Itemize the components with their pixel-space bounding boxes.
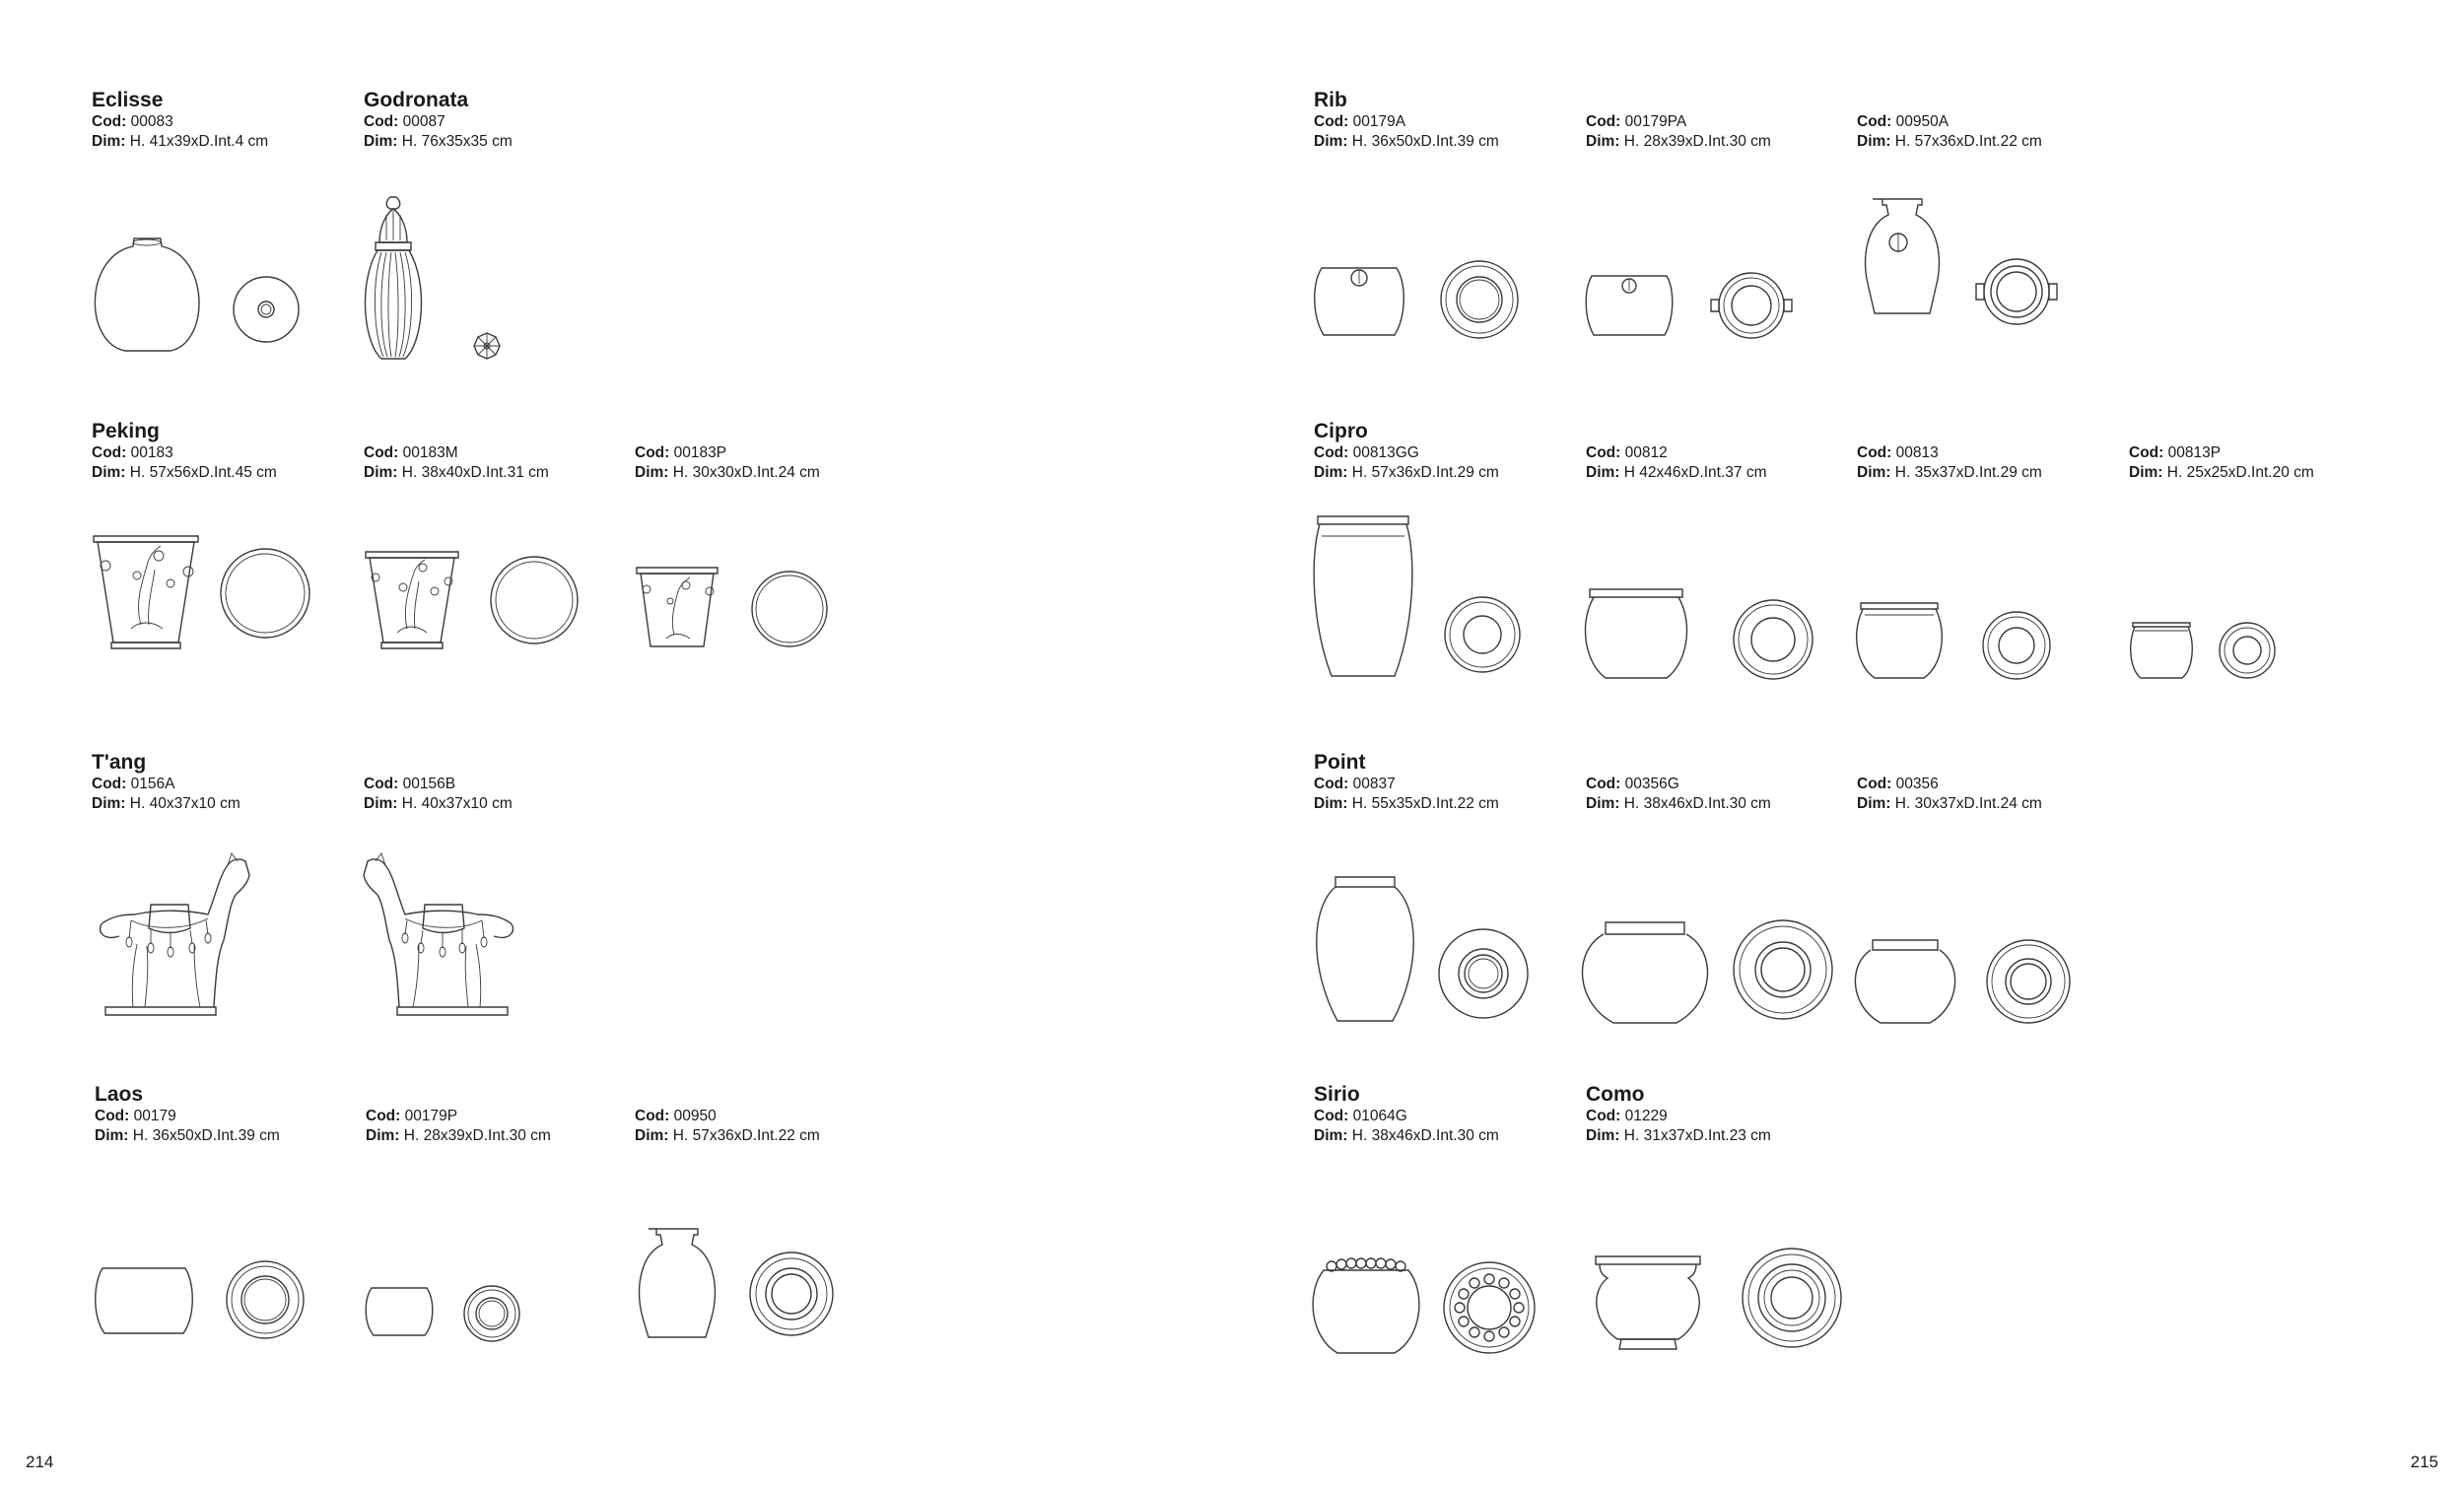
product-code: 01064G bbox=[1352, 1108, 1407, 1124]
product-drawing bbox=[635, 526, 891, 654]
product-dimensions: H. 36x50xD.Int.39 cm bbox=[1351, 133, 1499, 150]
product-dimensions: H. 38x46xD.Int.30 cm bbox=[1623, 795, 1771, 812]
product-dimensions: H. 40x37x10 cm bbox=[401, 795, 513, 812]
product-drawing bbox=[1586, 857, 1862, 1025]
product-drawing bbox=[95, 1189, 351, 1357]
product-point: Point Cod: 00837 Dim: H. 55x35xD.Int.22 cm bbox=[1314, 751, 1580, 814]
product-dimensions: H. 28x39xD.Int.30 cm bbox=[403, 1127, 551, 1144]
product-dimensions: H. 31x37xD.Int.23 cm bbox=[1623, 1127, 1771, 1144]
product-tang-b: Cod: 00156B Dim: H. 40x37x10 cm bbox=[364, 751, 630, 814]
product-dimensions: H. 25x25xD.Int.20 cm bbox=[2166, 464, 2314, 481]
product-code: 00950 bbox=[673, 1108, 717, 1124]
product-code: 00179P bbox=[404, 1108, 458, 1124]
product-title: Peking bbox=[92, 420, 160, 442]
page-number-left: 214 bbox=[26, 1453, 54, 1471]
product-laos: Laos Cod: 00179 Dim: H. 36x50xD.Int.39 cm bbox=[95, 1083, 361, 1146]
product-dimensions: H. 40x37x10 cm bbox=[129, 795, 240, 812]
product-code: 00950A bbox=[1895, 113, 1950, 130]
product-code: 00183P bbox=[673, 444, 727, 461]
product-dimensions: H 42x46xD.Int.37 cm bbox=[1623, 464, 1767, 481]
product-code: 00183 bbox=[130, 444, 173, 461]
product-dimensions: H. 55x35xD.Int.22 cm bbox=[1351, 795, 1499, 812]
product-drawing bbox=[1586, 516, 1842, 684]
product-title: Sirio bbox=[1314, 1083, 1360, 1106]
product-drawing bbox=[92, 195, 348, 353]
product-title bbox=[635, 1083, 901, 1107]
product-dimensions: H. 38x46xD.Int.30 cm bbox=[1351, 1127, 1499, 1144]
product-title bbox=[1857, 89, 2123, 112]
product-drawing bbox=[366, 1189, 622, 1357]
product-code: 00813GG bbox=[1352, 444, 1419, 461]
product-laos-p: Cod: 00179P Dim: H. 28x39xD.Int.30 cm bbox=[366, 1083, 632, 1146]
product-code: 00812 bbox=[1624, 444, 1668, 461]
product-eclisse: Eclisse Cod: 00083 Dim: H. 41x39xD.Int.4 cm bbox=[92, 89, 358, 152]
product-title bbox=[366, 1083, 632, 1107]
product-code: 00356G bbox=[1624, 776, 1679, 792]
product-peking-p: Cod: 00183P Dim: H. 30x30xD.Int.24 cm bbox=[635, 420, 901, 483]
product-cipro: Cipro Cod: 00813GG Dim: H. 57x36xD.Int.29 cm bbox=[1314, 420, 1580, 483]
product-code: 00356 bbox=[1895, 776, 1939, 792]
product-title bbox=[1857, 751, 2123, 775]
product-drawing bbox=[1586, 195, 1842, 363]
product-rib: Rib Cod: 00179A Dim: H. 36x50xD.Int.39 cm bbox=[1314, 89, 1580, 152]
product-dimensions: H. 36x50xD.Int.39 cm bbox=[132, 1127, 280, 1144]
product-como: Como Cod: 01229 Dim: H. 31x37xD.Int.23 cm bbox=[1586, 1083, 1852, 1146]
product-cipro-813p: Cod: 00813P Dim: H. 25x25xD.Int.20 cm bbox=[2129, 420, 2395, 483]
product-drawing bbox=[1314, 1189, 1570, 1357]
product-drawing bbox=[1586, 1189, 1842, 1357]
page-number-right: 215 bbox=[2410, 1453, 2438, 1471]
product-code: 00083 bbox=[130, 113, 173, 130]
product-dimensions: H. 35x37xD.Int.29 cm bbox=[1894, 464, 2042, 481]
product-title bbox=[1586, 420, 1852, 443]
product-drawing bbox=[92, 846, 289, 1023]
product-drawing bbox=[1857, 516, 2113, 684]
product-title bbox=[364, 751, 630, 775]
product-code: 0156A bbox=[130, 776, 175, 792]
product-dimensions: H. 28x39xD.Int.30 cm bbox=[1623, 133, 1771, 150]
product-code: 00156B bbox=[402, 776, 456, 792]
product-dimensions: H. 57x36xD.Int.22 cm bbox=[1894, 133, 2042, 150]
product-code: 00813P bbox=[2167, 444, 2222, 461]
product-dimensions: H. 76x35x35 cm bbox=[401, 133, 513, 150]
product-peking-m: Cod: 00183M Dim: H. 38x40xD.Int.31 cm bbox=[364, 420, 630, 483]
product-title bbox=[1586, 89, 1852, 112]
product-dimensions: H. 30x37xD.Int.24 cm bbox=[1894, 795, 2042, 812]
product-dimensions: H. 38x40xD.Int.31 cm bbox=[401, 464, 549, 481]
product-drawing bbox=[1314, 857, 1570, 1025]
product-dimensions: H. 57x56xD.Int.45 cm bbox=[129, 464, 277, 481]
product-title bbox=[1857, 420, 2123, 443]
product-code: 01229 bbox=[1624, 1108, 1668, 1124]
product-code: 00837 bbox=[1352, 776, 1396, 792]
product-point-356: Cod: 00356 Dim: H. 30x37xD.Int.24 cm bbox=[1857, 751, 2123, 814]
product-drawing bbox=[1314, 195, 1570, 363]
product-code: 00179A bbox=[1352, 113, 1406, 130]
product-code: 00179PA bbox=[1624, 113, 1687, 130]
product-dimensions: H. 30x30xD.Int.24 cm bbox=[672, 464, 820, 481]
product-code: 00183M bbox=[402, 444, 458, 461]
product-point-356g: Cod: 00356G Dim: H. 38x46xD.Int.30 cm bbox=[1586, 751, 1852, 814]
product-code: 00179 bbox=[133, 1108, 176, 1124]
product-drawing bbox=[364, 846, 561, 1023]
product-title bbox=[1586, 751, 1852, 775]
product-dimensions: H. 57x36xD.Int.29 cm bbox=[1351, 464, 1499, 481]
product-cipro-812: Cod: 00812 Dim: H 42x46xD.Int.37 cm bbox=[1586, 420, 1852, 483]
product-title: Laos bbox=[95, 1083, 144, 1106]
product-cipro-813: Cod: 00813 Dim: H. 35x37xD.Int.29 cm bbox=[1857, 420, 2123, 483]
product-title: Godronata bbox=[364, 89, 469, 111]
product-title: Cipro bbox=[1314, 420, 1368, 442]
product-title: Eclisse bbox=[92, 89, 164, 111]
product-code: 00813 bbox=[1895, 444, 1939, 461]
product-dimensions: H. 41x39xD.Int.4 cm bbox=[129, 133, 269, 150]
product-peking: Peking Cod: 00183 Dim: H. 57x56xD.Int.45 cm bbox=[92, 420, 358, 483]
product-rib-pa: Cod: 00179PA Dim: H. 28x39xD.Int.30 cm bbox=[1586, 89, 1852, 152]
product-drawing bbox=[364, 526, 620, 654]
product-title bbox=[2129, 420, 2395, 443]
product-rib-950a: Cod: 00950A Dim: H. 57x36xD.Int.22 cm bbox=[1857, 89, 2123, 152]
product-drawing bbox=[1857, 195, 2113, 363]
product-laos-950: Cod: 00950 Dim: H. 57x36xD.Int.22 cm bbox=[635, 1083, 901, 1146]
product-drawing bbox=[635, 1189, 891, 1357]
product-title bbox=[635, 420, 901, 443]
product-title: T'ang bbox=[92, 751, 147, 774]
product-code: 00087 bbox=[402, 113, 445, 130]
product-dimensions: H. 57x36xD.Int.22 cm bbox=[672, 1127, 820, 1144]
product-sirio: Sirio Cod: 01064G Dim: H. 38x46xD.Int.30 cm bbox=[1314, 1083, 1580, 1146]
product-godronata: Godronata Cod: 00087 Dim: H. 76x35x35 cm bbox=[364, 89, 630, 152]
product-title bbox=[364, 420, 630, 443]
product-drawing bbox=[2129, 516, 2385, 684]
product-drawing bbox=[1857, 857, 2113, 1025]
product-drawing bbox=[1314, 516, 1570, 684]
product-title: Rib bbox=[1314, 89, 1347, 111]
product-drawing bbox=[364, 195, 620, 363]
product-tang-a: T'ang Cod: 0156A Dim: H. 40x37x10 cm bbox=[92, 751, 358, 814]
product-title: Como bbox=[1586, 1083, 1645, 1106]
product-drawing bbox=[92, 526, 348, 654]
product-title: Point bbox=[1314, 751, 1366, 774]
